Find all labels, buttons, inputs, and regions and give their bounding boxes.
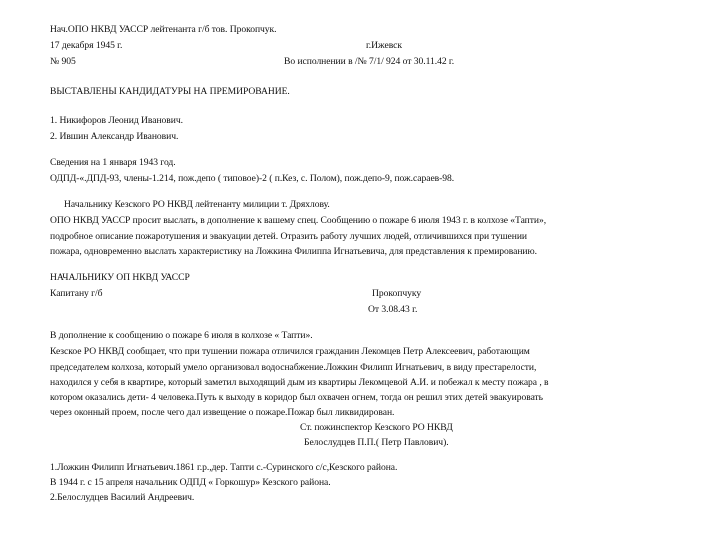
signature-title: Ст. пожинспектор Кезского РО НКВД	[300, 422, 453, 433]
letter2-line: В дополнение к сообщению о пожаре 6 июля в колхозе « Тапти».	[50, 330, 313, 341]
address-date: От 3.08.43 г.	[368, 304, 418, 315]
address-to: НАЧАЛЬНИКУ ОП НКВД УАССР	[50, 272, 190, 283]
signature-name: Белослудцев П.П.( Петр Павлович).	[304, 437, 449, 448]
note-line: 2.Белослудцев Василий Андреевич.	[50, 492, 195, 503]
letter2-line: находился у себя в квартире, который заметил выходящий дым из квартиры Лекомцевой А.И. и побежал к месту пожара , в	[50, 377, 549, 388]
letter2-line: через оконный проем, после чего дал извещение о пожаре.Пожар был ликвидирован.	[50, 407, 395, 418]
note-line: 1.Ложкин Филипп Игнатьевич.1861 г.р.,дер. Тапти с.-Суринского с/с,Кезского района.	[50, 462, 398, 473]
stats-line: ОДПД-«.ДПД-93, члены-1.214, пож.депо ( типовое)-2 ( п.Кез, с. Полом), пож.депо-9, пож.сараев-98.	[50, 173, 455, 184]
note-line: В 1944 г. с 15 апреля начальник ОДПД « Горкошур» Кезского района.	[50, 477, 331, 488]
header-number: № 905	[50, 56, 76, 67]
document-heading: ВЫСТАВЛЕНЫ КАНДИДАТУРЫ НА ПРЕМИРОВАНИЕ.	[50, 86, 290, 97]
stats-title: Сведения на 1 января 1943 год.	[50, 157, 176, 168]
letter1-line: Начальнику Кезского РО НКВД лейтенанту милиции т. Дряхлову.	[64, 199, 330, 210]
letter1-line: пожара, одновременно выслать характеристику на Ложкина Филиппа Игнатьевича, для представления к премированию.	[50, 246, 537, 257]
letter1-line: ОПО НКВД УАССР просит выслать, в дополнение к вашему спец. Сообщению о пожаре 6 июля 1943 г. в колхозе «Тапти»,	[50, 215, 547, 226]
header-date: 17 декабря 1945 г.	[50, 40, 123, 51]
candidate-item: 1. Никифоров Леонид Иванович.	[50, 115, 183, 126]
address-name: Прокопчуку	[372, 288, 422, 299]
letter2-line: Кезское РО НКВД сообщает, что при тушении пожара отличился гражданин Лекомцев Петр Алексеевич, работающим	[50, 346, 530, 357]
letter2-line: котором оказались дети- 4 человека.Путь к выходу в коридор был охвачен огнем, тогда он решил этих детей эвакуировать	[50, 392, 544, 403]
header-reference: Во исполнении в /№ 7/1/ 924 от 30.11.42 г.	[284, 56, 455, 67]
letter2-line: председателем колхоза, который умело организовал водоснабжение.Ложкин Филипп Игнатьевич, в виду престарелости,	[50, 362, 537, 373]
address-rank: Капитану г/б	[50, 288, 103, 299]
header-line: Нач.ОПО НКВД УАССР лейтенанта г/б тов. Прокопчук.	[50, 24, 277, 35]
letter1-line: подробное описание пожаротушения и эвакуации детей. Отразить работу лучших людей, отличившихся при тушении	[50, 231, 527, 242]
header-city: г.Ижевск	[366, 40, 402, 51]
candidate-item: 2. Ившин Александр Иванович.	[50, 131, 179, 142]
